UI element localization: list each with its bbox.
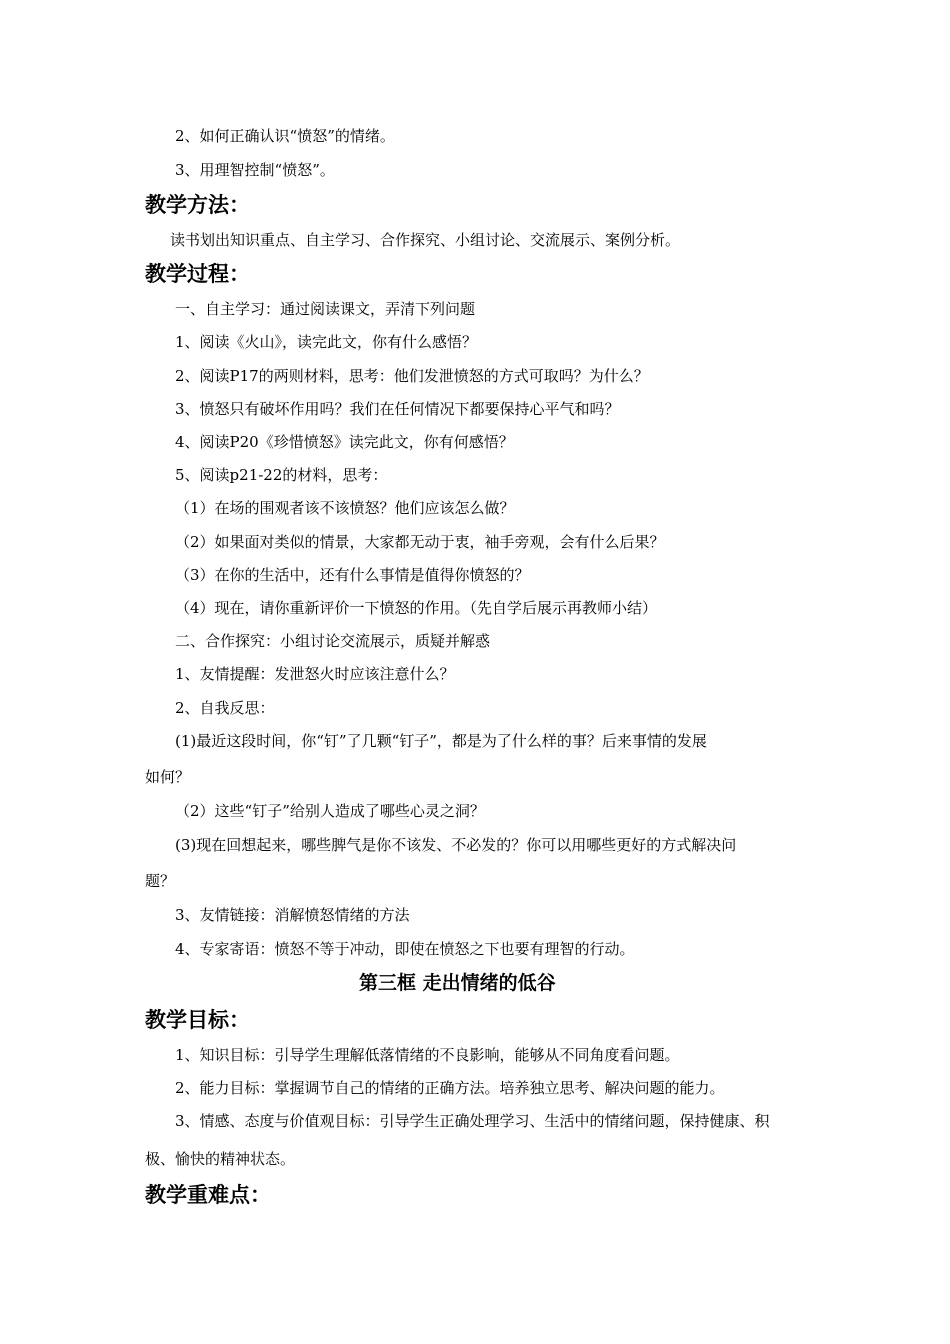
process-line: 1、友情提醒：发泄怒火时应该注意什么？ xyxy=(175,665,455,683)
objective-item-3: 3、用理智控制“愤怒”。 xyxy=(175,161,335,179)
process-line: 3、友情链接：消解愤怒情绪的方法 xyxy=(175,906,410,924)
methods-heading: 教学方法： xyxy=(145,193,250,217)
process-line: 4、专家寄语：愤怒不等于冲动，即使在愤怒之下也要有理智的行动。 xyxy=(175,940,635,958)
process-line: 一、自主学习：通过阅读课文，弄清下列问题 xyxy=(175,300,476,318)
process-line: （2）这些“钉子”给别人造成了哪些心灵之洞？ xyxy=(175,802,485,820)
process-line: （2）如果面对类似的情景，大家都无动于衷，袖手旁观，会有什么后果？ xyxy=(175,533,665,551)
process-line: 二、合作探究：小组讨论交流展示，质疑并解惑 xyxy=(175,632,491,650)
section-title: 第三框 走出情绪的低谷 xyxy=(359,972,556,994)
goal-line: 极、愉快的精神状态。 xyxy=(145,1150,296,1168)
process-line: (3)现在回想起来，哪些脾气是你不该发、不必发的？你可以用哪些更好的方式解决问 xyxy=(175,836,737,854)
process-heading: 教学过程： xyxy=(145,262,250,286)
goals-heading: 教学目标： xyxy=(145,1008,250,1032)
process-line: (1)最近这段时间，你“钉”了几颗“钉子”，都是为了什么样的事？后来事情的发展 xyxy=(175,732,707,750)
goal-line: 2、能力目标：掌握调节自己的情绪的正确方法。培养独立思考、解决问题的能力。 xyxy=(175,1079,725,1097)
key-points-heading: 教学重难点： xyxy=(145,1183,271,1207)
process-line: 3、愤怒只有破坏作用吗？我们在任何情况下都要保持心平气和吗？ xyxy=(175,400,620,418)
process-line: 2、自我反思： xyxy=(175,699,275,717)
goal-line: 3、情感、态度与价值观目标：引导学生正确处理学习、生活中的情绪问题，保持健康、积 xyxy=(175,1112,770,1130)
process-line: （1）在场的围观者该不该愤怒？他们应该怎么做？ xyxy=(175,499,515,517)
process-line: 1、阅读《火山》，读完此文，你有什么感悟？ xyxy=(175,333,478,351)
goal-line: 1、知识目标：引导学生理解低落情绪的不良影响，能够从不同角度看问题。 xyxy=(175,1046,680,1064)
process-line: 5、阅读p21-22的材料，思考： xyxy=(175,466,388,484)
process-line: 2、阅读P17的两则材料，思考：他们发泄愤怒的方式可取吗？为什么？ xyxy=(175,367,649,385)
methods-text: 读书划出知识重点、自主学习、合作探究、小组讨论、交流展示、案例分析。 xyxy=(170,231,681,249)
process-line: （4）现在，请你重新评价一下愤怒的作用。（先自学后展示再教师小结） xyxy=(175,599,658,617)
objective-item-2: 2、如何正确认识“愤怒”的情绪。 xyxy=(175,127,395,145)
process-line: 如何？ xyxy=(145,768,191,786)
process-line: 4、阅读P20《珍惜愤怒》读完此文，你有何感悟？ xyxy=(175,433,514,451)
process-line: 题？ xyxy=(145,872,176,890)
process-line: （3）在你的生活中，还有什么事情是值得你愤怒的？ xyxy=(175,566,530,584)
